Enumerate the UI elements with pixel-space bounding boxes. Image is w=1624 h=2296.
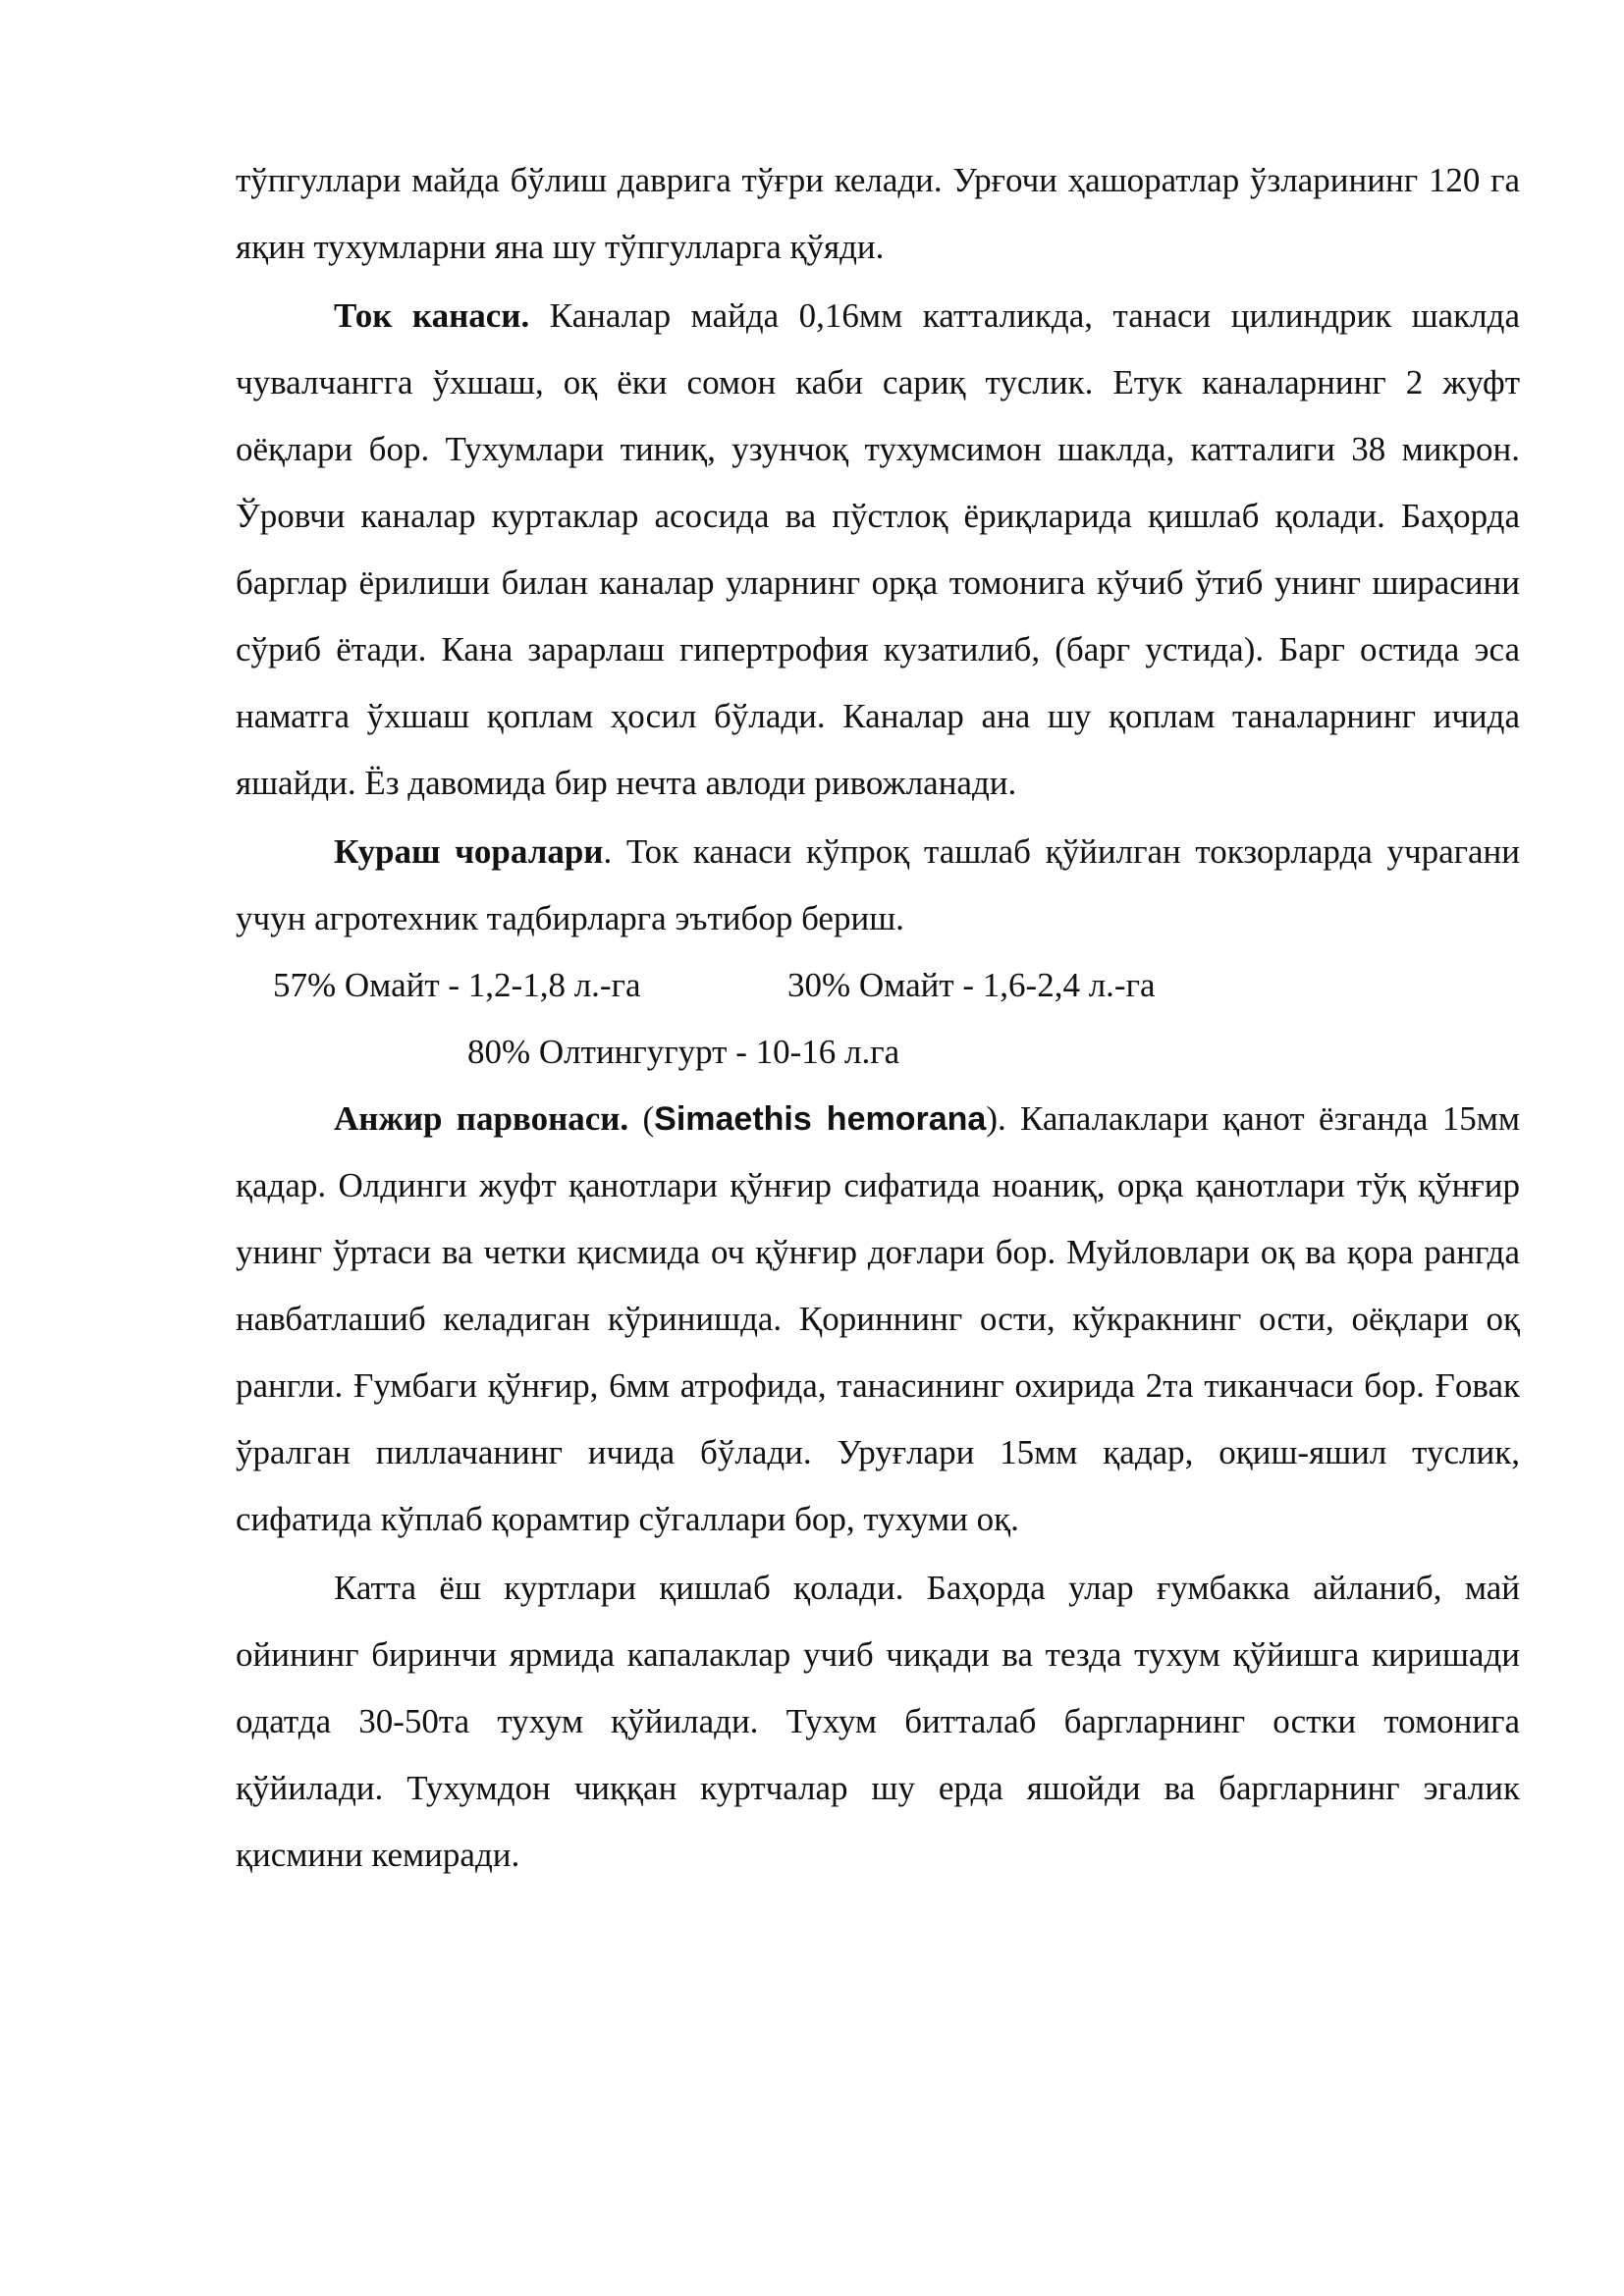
dose-row-1 [236, 952, 1520, 1019]
paragraph-anjir-parvonasi-text: ). Капалаклари қанот ёзганда 15мм қадар. Олдинги жуфт қанотлари қўнғир сифатида ноаниқ, орқа қанотлари тўқ қўнғир унинг ўртаси ва четки қисмида оч қўнғир доғлари бор. Муйловлари оқ ва қора рангда навбатлашиб келадиган кўринишда. Қориннинг ости, кўкракнинг ости, оёқлари оқ рангли. Ғумбаги қўнғир, 6мм атрофида, танасининг охирида 2та тиканчаси бор. Ғовак ўралган пиллачанинг ичида бўлади. Уруғлари 15мм қадар, оқиш-яшил туслик, сифатида кўплаб қорамтир сўгаллари бор, тухуми оқ. [236, 1099, 1520, 1538]
paren-open: ( [628, 1099, 655, 1138]
latin-species-name: Simaethis hemorana [654, 1100, 987, 1138]
dose-omait-57: 57% Омайт - 1,2-1,8 л.-га [273, 966, 641, 1004]
paragraph-katta-yosh: Катта ёш куртлари қишлаб қолади. Баҳорда улар ғумбакка айланиб, май ойининг биринчи ярмида капалаклар учиб чиқади ва тезда тухум қўйишга киришади одатда 30-50та тухум қўйилади. Тухум битталаб баргларнинг остки томонига қўйилади. Тухумдон чиққан куртчалар шу ерда яшойди ва баргларнинг эгалик қисмини кемиради. [236, 1569, 1520, 1874]
dose-row-2 [236, 1019, 1520, 1086]
paragraph-kurash-choralari-text: . Ток канаси кўпроқ ташлаб қўйилган токзорларда учрагани учун агротехник тадбирларга эътибор бериш. [236, 832, 1520, 937]
paragraph-anjir-parvonasi [236, 1086, 1520, 1553]
paragraph-kurash-choralari [236, 819, 1520, 952]
dose-omait-30: 30% Омайт - 1,6-2,4 л.-га [787, 966, 1156, 1004]
section-title-tok-kanasi: Ток канаси. [334, 296, 530, 335]
paragraph-tok-kanasi [236, 283, 1520, 817]
section-title-kurash-choralari: Кураш чоралари [334, 832, 604, 871]
document-page [236, 147, 1520, 1889]
paragraph-1: тўпгуллари майда бўлиш даврига тўғри келади. Урғочи ҳашоратлар ўзларининг 120 га яқин тухумларни яна шу тўпгулларга қўяди. [236, 161, 1520, 266]
paragraph-tok-kanasi-text: Каналар майда 0,16мм катталикда, танаси цилиндрик шаклда чувалчангга ўхшаш, оқ ёки сомон каби сариқ туслик. Етук каналарнинг 2 жуфт оёқлари бор. Тухумлари тиниқ, узунчоқ тухумсимон шаклда, катталиги 38 микрон. Ўровчи каналар куртаклар асосида ва пўстлоқ ёриқларида қишлаб қолади. Баҳорда барглар ёрилиши билан каналар уларнинг орқа томонига кўчиб ўтиб унинг ширасини сўриб ётади. Кана зарарлаш гипертрофия кузатилиб, (барг устида). Барг остида эса наматга ўхшаш қоплам ҳосил бўлади. Каналар ана шу қоплам таналарнинг ичида яшайди. Ёз давомида бир нечта авлоди ривожланади. [236, 296, 1520, 802]
dose-oltingugurt-80: 80% Олтингугурт - 10-16 л.га [467, 1033, 900, 1071]
section-title-anjir-parvonasi: Анжир парвонаси. [334, 1099, 629, 1138]
